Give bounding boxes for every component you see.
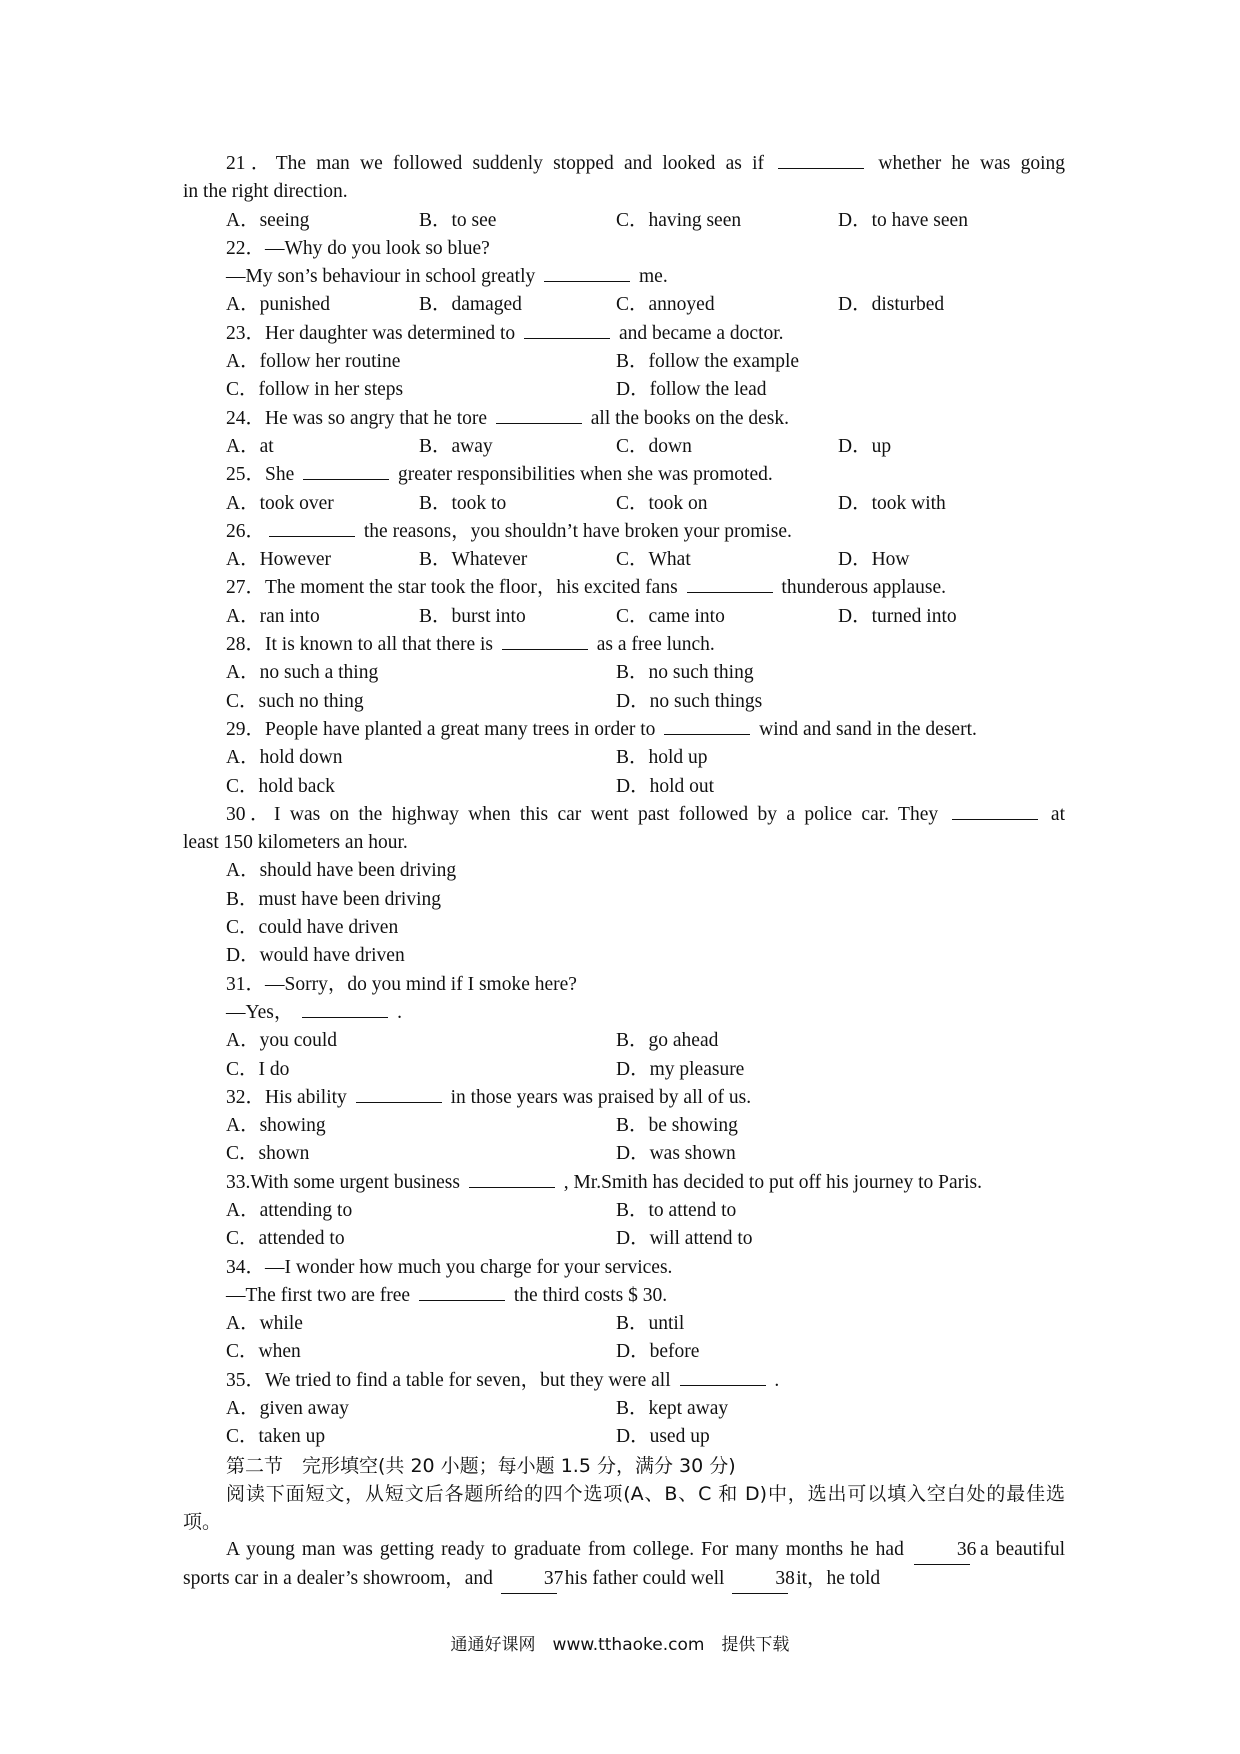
question-text: Her daughter was determined to — [265, 322, 521, 344]
section-instruction: 阅读下面短文，从短文后各题所给的四个选项(A、B、C 和 D)中，选出可以填入空白处的最佳选项。 — [183, 1482, 1065, 1533]
question-text: She — [265, 464, 300, 486]
answer-option: B．hold up — [616, 747, 708, 769]
answer-option: C．down — [616, 435, 692, 457]
question-number: 33. — [226, 1171, 251, 1193]
question-number: 31． — [226, 973, 266, 995]
answer-option: C．came into — [616, 605, 725, 627]
answer-option: B．kept away — [616, 1398, 729, 1420]
answer-option: D．was shown — [616, 1143, 736, 1165]
answer-blank — [687, 574, 773, 593]
section-heading: 第二节 完形填空(共 20 小题；每小题 1.5 分，满分 30 分) — [226, 1454, 736, 1477]
answer-option: B．go ahead — [616, 1030, 719, 1052]
option-row — [183, 546, 1065, 574]
answer-option: D．follow the lead — [616, 379, 767, 401]
option-row — [183, 603, 1065, 631]
answer-option: B．must have been driving — [226, 888, 442, 910]
answer-option: A．no such a thing — [226, 662, 379, 684]
answer-option: A．seeing — [226, 209, 310, 231]
question-text: With some urgent business — [250, 1171, 465, 1193]
question-23 — [183, 320, 1065, 405]
answer-option: C．annoyed — [616, 294, 715, 316]
question-text: The man we followed suddenly stopped and looked as if — [275, 153, 775, 174]
answer-option: B．no such thing — [616, 662, 754, 684]
answer-option: C．having seen — [616, 209, 742, 231]
answer-option: D．up — [838, 435, 892, 457]
question-24 — [183, 405, 1065, 462]
answer-blank — [680, 1367, 766, 1386]
dialog-line — [183, 1282, 1065, 1310]
answer-option: B．to attend to — [616, 1199, 737, 1221]
answer-blank — [778, 150, 864, 169]
question-continuation: least 150 kilometers an hour. — [183, 832, 408, 854]
option-row — [183, 659, 1065, 687]
answer-blank — [544, 263, 630, 282]
option-row — [183, 1225, 1065, 1253]
question-number: 27． — [226, 577, 266, 599]
option-row — [183, 207, 1065, 235]
answer-option: A．punished — [226, 294, 330, 316]
question-number: 30． — [226, 803, 275, 825]
cloze-blank-38: 38 — [732, 1565, 788, 1594]
option-row — [183, 490, 1065, 518]
answer-option: B．damaged — [419, 294, 522, 316]
question-21 — [183, 150, 1065, 235]
answer-option: C．What — [616, 549, 691, 571]
answer-option: A．took over — [226, 492, 334, 514]
question-text: the reasons，you shouldn’t have broken your promise. — [359, 520, 792, 542]
answer-option: C．could have driven — [226, 917, 399, 939]
question-stem — [183, 971, 1065, 999]
question-stem — [183, 461, 1065, 489]
cloze-blank-37: 37 — [501, 1565, 557, 1594]
answer-option: D．turned into — [838, 605, 957, 627]
option-row — [183, 942, 1065, 970]
question-text: He was so angry that he tore — [265, 407, 492, 429]
question-text: greater responsibilities when she was promoted. — [393, 464, 773, 486]
page-footer: 通通好课网 www.tthaoke.com 提供下载 — [450, 1635, 790, 1655]
answer-option: D．no such things — [616, 690, 763, 712]
dialog-text: . — [392, 1001, 402, 1023]
question-33 — [183, 1169, 1065, 1254]
question-22 — [183, 235, 1065, 320]
answer-option: B．away — [419, 435, 493, 457]
dialog-text: —My son’s behaviour in school greatly — [226, 266, 541, 288]
passage — [183, 1536, 1065, 1594]
option-row — [183, 688, 1065, 716]
answer-option: B．be showing — [616, 1115, 738, 1137]
question-text: in those years was praised by all of us. — [445, 1086, 752, 1108]
question-text: We tried to find a table for seven，but they were all — [265, 1369, 676, 1391]
answer-option: A．at — [226, 435, 274, 457]
answer-blank — [469, 1169, 555, 1188]
question-25 — [183, 461, 1065, 518]
answer-option: B．to see — [419, 209, 497, 231]
question-text: —Why do you look so blue? — [265, 237, 490, 259]
question-stem — [183, 631, 1065, 659]
option-row — [183, 1395, 1065, 1423]
answer-option: C．taken up — [226, 1426, 326, 1448]
answer-option: A．showing — [226, 1115, 326, 1137]
answer-option: D．before — [616, 1341, 700, 1363]
question-number: 32． — [226, 1086, 266, 1108]
answer-option: A．given away — [226, 1398, 349, 1420]
answer-blank — [524, 320, 610, 339]
option-row — [183, 1140, 1065, 1168]
answer-option: C．follow in her steps — [226, 379, 404, 401]
question-text: , Mr.Smith has decided to put off his journey to Paris. — [558, 1171, 983, 1193]
cloze-blank-36: 36 — [914, 1536, 970, 1565]
question-text: People have planted a great many trees in order to — [265, 718, 661, 740]
option-row — [183, 1423, 1065, 1451]
question-number: 23． — [226, 322, 266, 344]
answer-option: A．should have been driving — [226, 860, 457, 882]
answer-option: A．attending to — [226, 1199, 353, 1221]
question-number: 26． — [226, 520, 266, 542]
answer-option: D．used up — [616, 1426, 710, 1448]
passage-text: a beautiful sports car in a dealer’s showroom，and — [183, 1538, 1066, 1589]
answer-option: A．follow her routine — [226, 351, 401, 373]
answer-blank — [356, 1084, 442, 1103]
answer-option: B．burst into — [419, 605, 526, 627]
question-number: 24． — [226, 407, 266, 429]
question-stem — [183, 1169, 1065, 1197]
answer-option: B．Whatever — [419, 549, 528, 571]
answer-blank — [419, 1282, 505, 1301]
question-continuation: in the right direction. — [183, 181, 348, 203]
question-32 — [183, 1084, 1065, 1169]
answer-option: B．until — [616, 1313, 685, 1335]
answer-option: C．took on — [616, 492, 708, 514]
answer-option: D．will attend to — [616, 1228, 753, 1250]
passage-text: A young man was getting ready to graduate from college. For many months he had — [226, 1538, 911, 1560]
answer-option: D．would have driven — [226, 945, 405, 967]
answer-blank — [303, 461, 389, 480]
option-row — [183, 348, 1065, 376]
question-stem — [183, 801, 1065, 829]
passage-text: his father could well — [559, 1567, 730, 1589]
question-text: all the books on the desk. — [585, 407, 789, 429]
answer-option: A．while — [226, 1313, 303, 1335]
dialog-line — [183, 999, 1065, 1027]
option-row — [183, 773, 1065, 801]
question-stem — [183, 716, 1065, 744]
option-row — [183, 857, 1065, 885]
option-row — [183, 433, 1065, 461]
answer-option: A．hold down — [226, 747, 343, 769]
question-number: 28． — [226, 634, 266, 656]
answer-blank — [664, 716, 750, 735]
answer-blank — [302, 999, 388, 1018]
question-text: The moment the star took the floor，his excited fans — [265, 577, 683, 599]
question-stem — [183, 320, 1065, 348]
answer-option: A．However — [226, 549, 332, 571]
question-text: . — [769, 1369, 780, 1391]
answer-option: D．my pleasure — [616, 1058, 745, 1080]
question-stem — [183, 1084, 1065, 1112]
option-row — [183, 291, 1065, 319]
question-text: —I wonder how much you charge for your services. — [265, 1256, 673, 1278]
question-number: 21． — [226, 153, 276, 174]
question-28 — [183, 631, 1065, 716]
question-27 — [183, 574, 1065, 631]
option-row — [183, 914, 1065, 942]
answer-option: C．when — [226, 1341, 301, 1363]
answer-option: D．to have seen — [838, 209, 968, 231]
dialog-line — [183, 263, 1065, 291]
answer-option: C．hold back — [226, 775, 335, 797]
question-stem — [183, 1367, 1065, 1395]
question-text: His ability — [265, 1086, 352, 1108]
question-number: 29． — [226, 718, 266, 740]
answer-option: D．How — [838, 549, 910, 571]
option-row — [183, 1056, 1065, 1084]
question-stem — [183, 150, 1065, 178]
option-row — [183, 1310, 1065, 1338]
passage-text: it，he told — [791, 1567, 881, 1589]
option-row — [183, 1338, 1065, 1366]
option-row — [183, 1197, 1065, 1225]
answer-blank — [502, 631, 588, 650]
answer-option: B．took to — [419, 492, 507, 514]
answer-option: D．took with — [838, 492, 946, 514]
question-stem — [183, 235, 1065, 263]
question-text: whether he was going — [868, 153, 1065, 174]
answer-blank — [952, 801, 1038, 820]
question-text: —Sorry，do you mind if I smoke here? — [265, 973, 577, 995]
option-row — [183, 376, 1065, 404]
question-text: thunderous applause. — [776, 577, 947, 599]
answer-option: C．I do — [226, 1058, 290, 1080]
answer-option: A．you could — [226, 1030, 338, 1052]
dialog-text: me. — [634, 266, 668, 288]
option-row — [183, 744, 1065, 772]
question-text: I was on the highway when this car went past followed by a police car. They — [274, 803, 948, 825]
question-34 — [183, 1254, 1065, 1367]
question-text: wind and sand in the desert. — [754, 718, 977, 740]
question-number: 35． — [226, 1369, 266, 1391]
question-stem — [183, 1254, 1065, 1282]
question-29 — [183, 716, 1065, 801]
answer-option: A．ran into — [226, 605, 320, 627]
answer-option: C．attended to — [226, 1228, 345, 1250]
question-35 — [183, 1367, 1065, 1452]
exam-page — [183, 150, 1065, 1594]
dialog-text: —Yes， — [226, 1001, 299, 1023]
question-text: It is known to all that there is — [265, 634, 498, 656]
question-number: 22． — [226, 237, 266, 259]
option-row — [183, 1027, 1065, 1055]
answer-blank — [496, 405, 582, 424]
question-stem — [183, 574, 1065, 602]
question-number: 25． — [226, 464, 266, 486]
dialog-text: —The first two are free — [226, 1284, 415, 1306]
answer-option: D．disturbed — [838, 294, 945, 316]
question-31 — [183, 971, 1065, 1084]
answer-blank — [269, 518, 355, 537]
option-row — [183, 1112, 1065, 1140]
question-text: and became a doctor. — [614, 322, 784, 344]
question-number: 34． — [226, 1256, 266, 1278]
question-text: at — [1041, 803, 1065, 825]
answer-option: D．hold out — [616, 775, 715, 797]
question-stem — [183, 518, 1065, 546]
question-stem — [183, 405, 1065, 433]
option-row — [183, 886, 1065, 914]
answer-option: B．follow the example — [616, 351, 800, 373]
answer-option: C．such no thing — [226, 690, 364, 712]
answer-option: C．shown — [226, 1143, 310, 1165]
dialog-text: the third costs $ 30. — [508, 1284, 668, 1306]
question-26 — [183, 518, 1065, 575]
question-30 — [183, 801, 1065, 971]
question-text: as a free lunch. — [591, 634, 715, 656]
